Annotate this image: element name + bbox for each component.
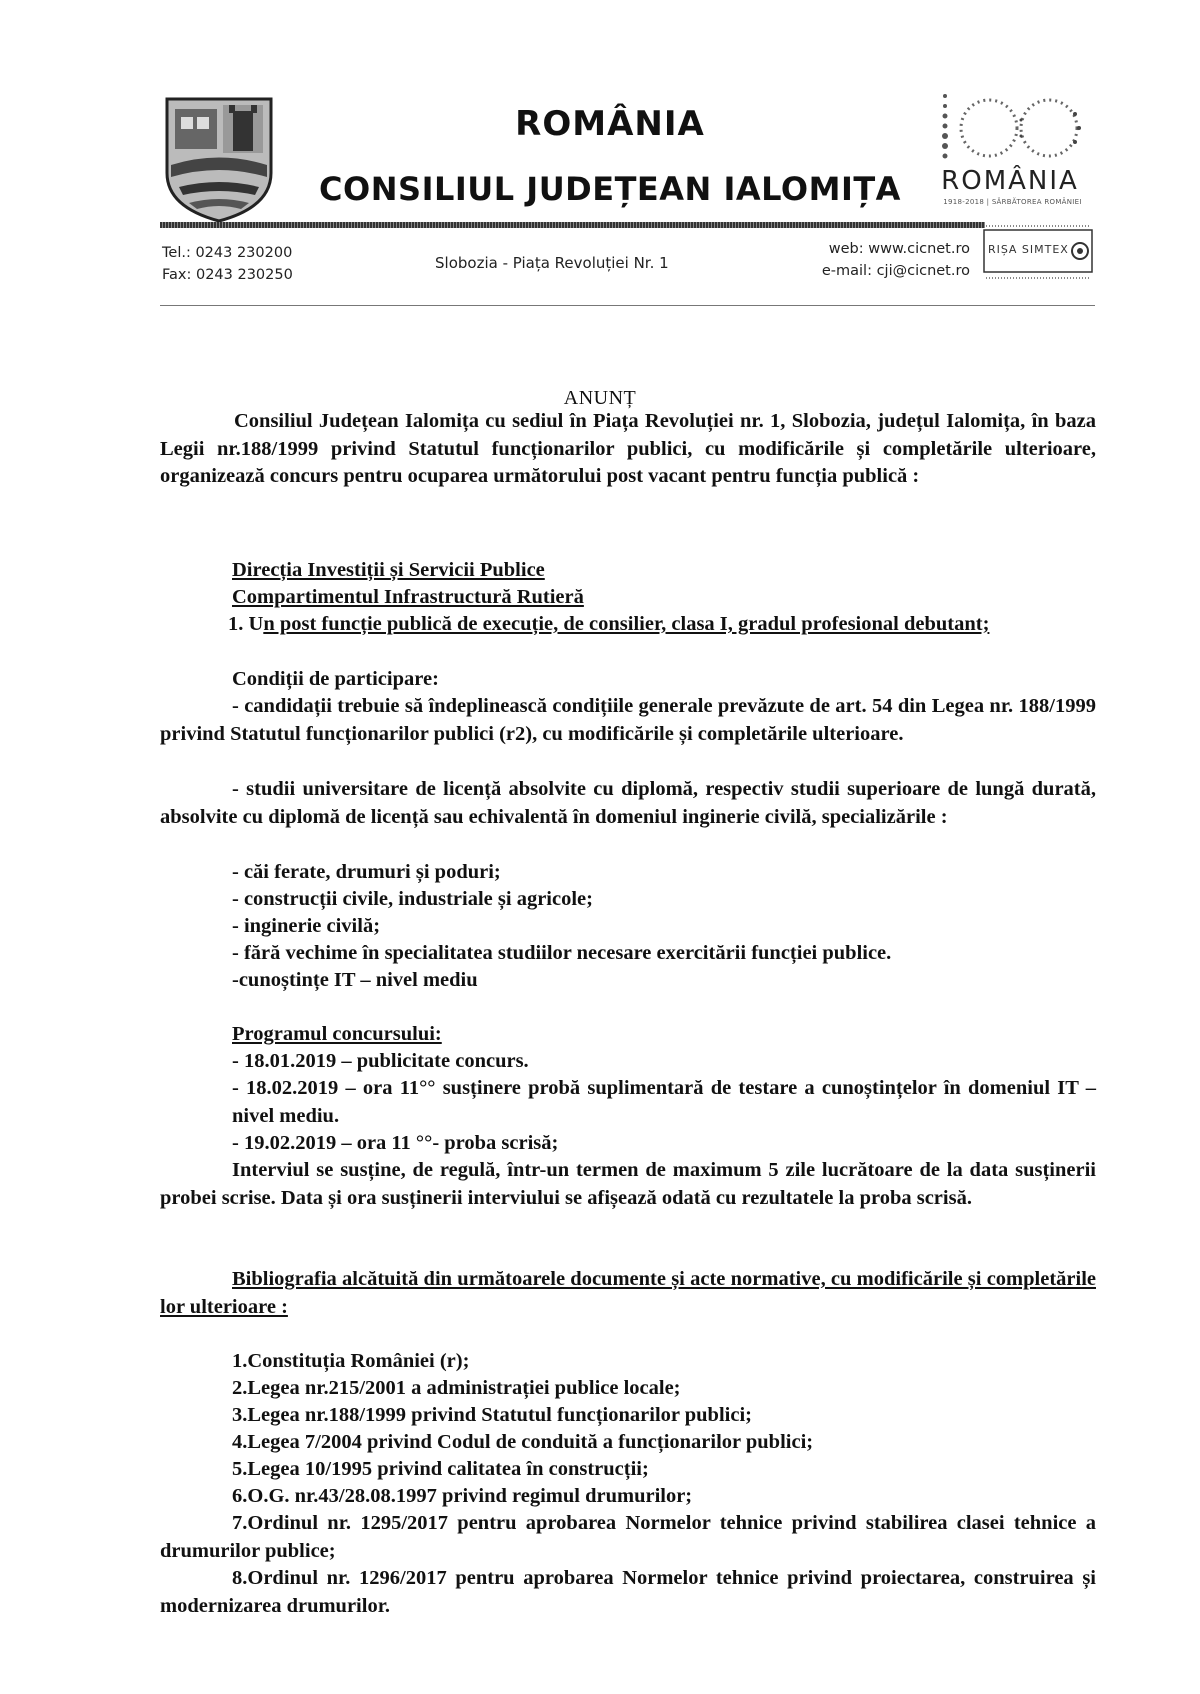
contact-email: e-mail: cji@cicnet.ro — [821, 263, 970, 279]
specialization-item: - fără vechime în specialitatea studiilor necesare exercitării funcției publice. — [232, 942, 892, 964]
header-title-country: ROMÂNIA — [515, 104, 705, 144]
conditions-heading: Condiții de participare: — [232, 668, 439, 690]
intro-paragraph: Consiliul Județean Ialomița cu sediul în Piața Revoluției nr. 1, Slobozia, județul Ialomița, în baza Legii nr.188/1999 privind Statutul funcționarilor publici, cu modificările și completările ulterioare, organizează concurs pentru ocuparea următorului post vacant pentru funcția publică : — [160, 410, 1096, 487]
program-heading: Programul concursului: — [232, 1023, 442, 1045]
centenary-logo-text: ROMÂNIA — [941, 166, 1079, 196]
specialization-item: - căi ferate, drumuri și poduri; — [232, 861, 501, 883]
post-text: n post funcție publică de execuție, de consilier, clasa I, gradul profesional debutant; — [263, 613, 990, 635]
bibliography-item: 6.O.G. nr.43/28.08.1997 privind regimul drumurilor; — [232, 1485, 693, 1507]
county-coat-of-arms-icon — [163, 95, 275, 225]
bibliography-item: 1.Constituția României (r); — [232, 1350, 470, 1372]
condition-studies: - studii universitare de licență absolvite cu diplomă, respectiv studii superioare de lungă durată, absolvite cu diplomă de licență sau echivalentă în domeniul inginerie civilă, specializările : — [160, 778, 1096, 828]
condition-general: - candidații trebuie să îndeplinească condițiile generale prevăzute de art. 54 din Legea nr. 188/1999 privind Statutul funcționarilor publici (r2), cu modificările și completările ulterioare. — [160, 695, 1096, 745]
post-number: 1. U — [228, 613, 264, 635]
bibliography-item: 4.Legea 7/2004 privind Codul de conduită a funcționarilor publici; — [232, 1431, 814, 1453]
direction-heading: Direcția Investiții și Servicii Publice — [232, 559, 545, 581]
header-title-council: CONSILIUL JUDEȚEAN IALOMIȚA — [319, 170, 901, 208]
centenary-logo-subtext: 1918-2018 | SĂRBĂTOREA ROMÂNIEI — [943, 198, 1082, 206]
certification-badge — [982, 222, 1094, 284]
program-item-written-exam: - 19.02.2019 – ora 11 °°- proba scrisă; — [232, 1132, 559, 1154]
bibliography-item: 3.Legea nr.188/1999 privind Statutul funcționarilor publici; — [232, 1404, 752, 1426]
header-divider-thick — [160, 222, 985, 228]
program-item-it-test: - 18.02.2019 – ora 11°° susținere probă suplimentară de testare a cunoștințelor în domeniul IT – nivel mediu. — [232, 1077, 1096, 1127]
bibliography-item: 2.Legea nr.215/2001 a administrației publice locale; — [232, 1377, 681, 1399]
bibliography-item: 5.Legea 10/1995 privind calitatea în construcții; — [232, 1458, 649, 1480]
interview-paragraph: Interviul se susține, de regulă, într-un termen de maximum 5 zile lucrătoare de la data susținerii probei scrise. Data și ora susținerii interviului se afișează odată cu rezultatele la proba scrisă. — [160, 1159, 1096, 1209]
specialization-item: - inginerie civilă; — [232, 915, 381, 937]
specialization-item: - construcții civile, industriale și agricole; — [232, 888, 593, 910]
specialization-item: -cunoștințe IT – nivel mediu — [232, 969, 478, 991]
post-description — [160, 611, 1096, 639]
contact-tel: Tel.: 0243 230200 — [162, 245, 293, 261]
contact-phone-fax — [162, 242, 293, 286]
contact-address: Slobozia - Piața Revoluției Nr. 1 — [435, 254, 669, 272]
certification-badge-text: RIȘA SIMTEX — [988, 243, 1069, 256]
announcement-title: ANUNȚ — [563, 387, 637, 409]
program-item-publicity: - 18.01.2019 – publicitate concurs. — [232, 1050, 529, 1072]
contact-web-email — [735, 238, 970, 282]
contact-web: web: www.cicnet.ro — [828, 241, 970, 257]
bibliography-heading: Bibliografia alcătuită din următoarele documente și acte normative, cu modificările și completările lor ulterioare : — [160, 1268, 1096, 1318]
department-heading: Compartimentul Infrastructură Rutieră — [232, 586, 584, 608]
header-divider-thin — [160, 305, 1095, 306]
bibliography-item: 8.Ordinul nr. 1296/2017 pentru aprobarea Normelor tehnice privind proiectarea, construirea și modernizarea drumurilor. — [160, 1567, 1096, 1617]
contact-fax: Fax: 0243 230250 — [162, 267, 293, 283]
bibliography-item: 7.Ordinul nr. 1295/2017 pentru aprobarea Normelor tehnice privind stabilirea clasei tehnice a drumurilor publice; — [160, 1512, 1096, 1562]
